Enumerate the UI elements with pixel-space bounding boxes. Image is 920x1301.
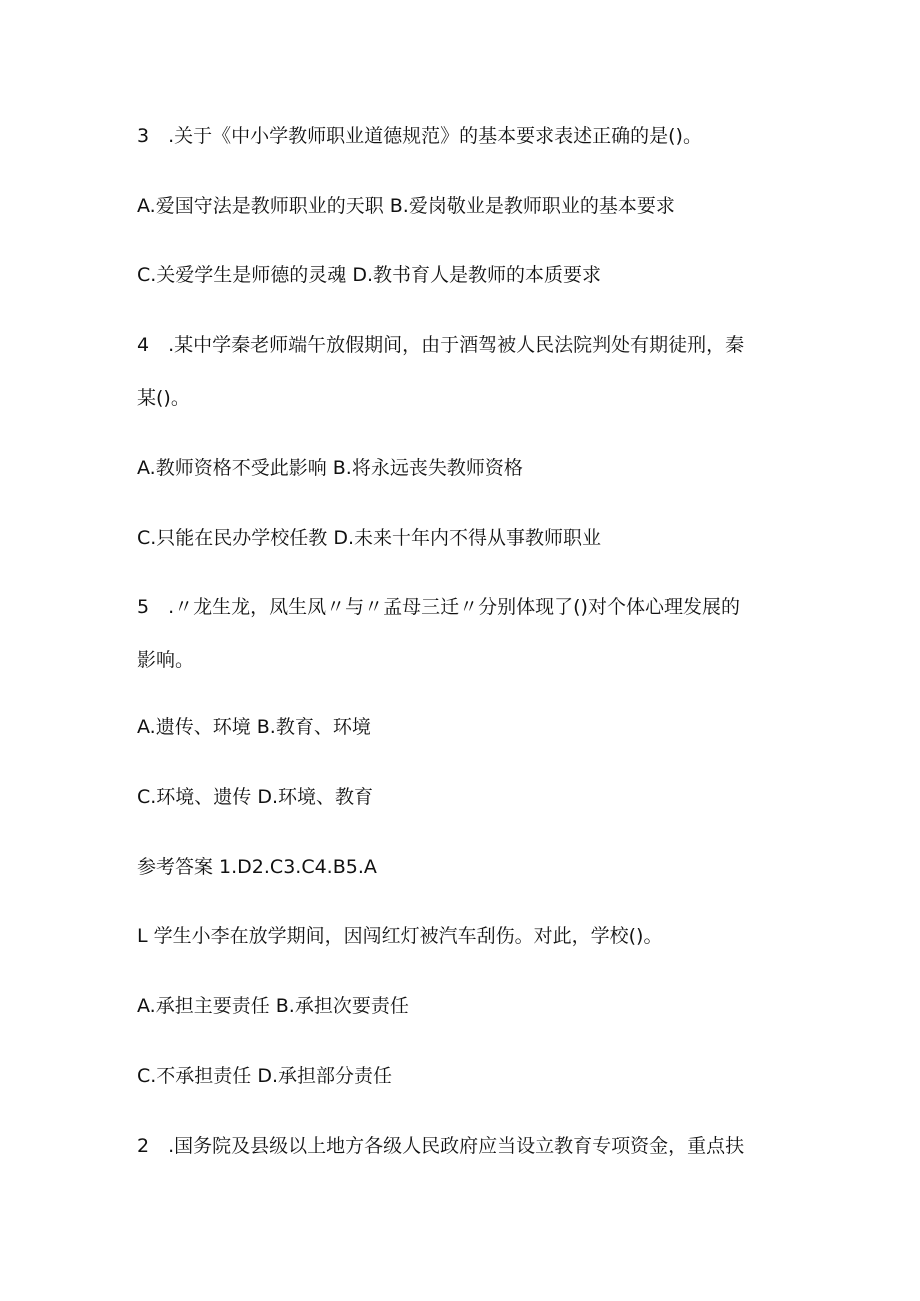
question-4-stem: 4 .某中学秦老师端午放假期间，由于酒驾被人民法院判处有期徒刑，秦: [137, 334, 745, 356]
question-3-options-cd: C.关爱学生是师德的灵魂 D.教书育人是教师的本质要求: [137, 264, 602, 286]
question-5-options-cd: C.环境、遗传 D.环境、教育: [137, 786, 374, 808]
question-5-stem: 5 .〃龙生龙，凤生凤〃与〃孟母三迁〃分别体现了()对个体心理发展的: [137, 596, 740, 618]
question-2-stem: 2 .国务院及县级以上地方各级人民政府应当设立教育专项资金，重点扶: [137, 1135, 745, 1157]
question-5-stem-cont: 影响。: [137, 649, 195, 671]
question-1-options-cd: C.不承担责任 D.承担部分责任: [137, 1065, 393, 1087]
question-4-options-cd: C.只能在民办学校任教 D.未来十年内不得从事教师职业: [137, 527, 602, 549]
question-5-options-ab: A.遗传、环境 B.教育、环境: [137, 716, 371, 738]
question-4-options-ab: A.教师资格不受此影响 B.将永远丧失教师资格: [137, 457, 523, 479]
question-1-stem: L 学生小李在放学期间，因闯红灯被汽车刮伤。对此，学校()。: [137, 925, 663, 947]
question-1-options-ab: A.承担主要责任 B.承担次要责任: [137, 995, 409, 1017]
answer-key: 参考答案 1.D2.C3.C4.B5.A: [137, 856, 377, 878]
question-3-options-ab: A.爱国守法是教师职业的天职 B.爱岗敬业是教师职业的基本要求: [137, 195, 675, 217]
question-4-stem-cont: 某()。: [137, 387, 190, 409]
question-3-stem: 3 .关于《中小学教师职业道德规范》的基本要求表述正确的是()。: [137, 125, 702, 147]
